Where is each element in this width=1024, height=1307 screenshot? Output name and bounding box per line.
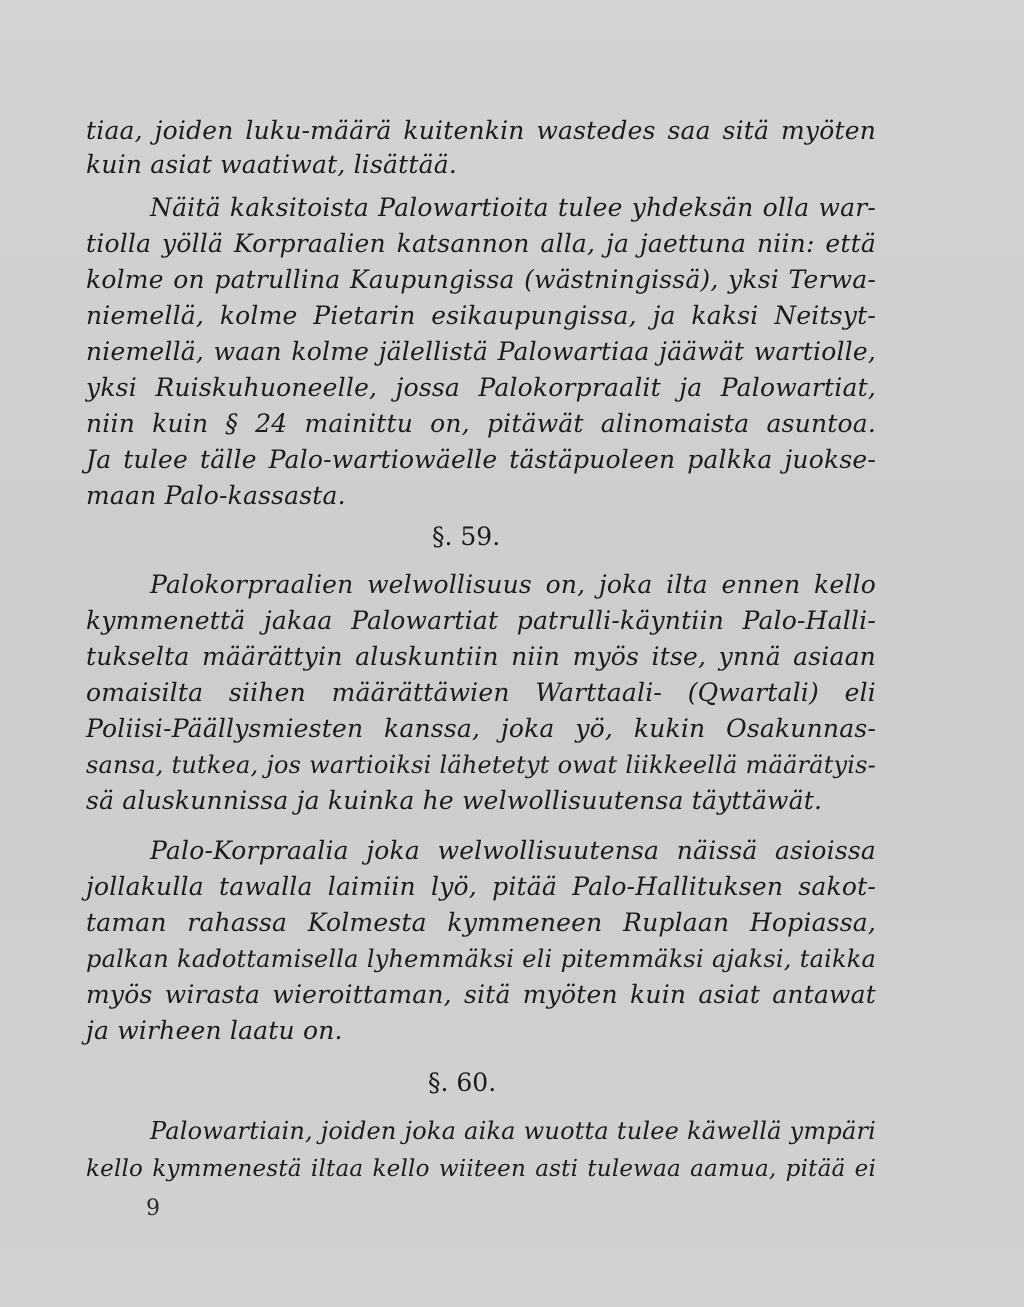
page-number: 9 (146, 1196, 160, 1221)
text-line: palkan kadottamisella lyhemmäksi eli pitemmäksi ajaksi, taikka (86, 945, 876, 973)
text-line: Palokorpraalien welwollisuus on, joka ilta ennen kello (150, 570, 876, 599)
text-line: sä aluskunnissa ja kuinka he welwollisuutensa täyttäwät. (86, 786, 823, 815)
text-line: myös wirasta wieroittaman, sitä myöten kuin asiat antawat (86, 980, 876, 1009)
text-line: tiolla yöllä Korpraalien katsannon alla, ja jaettuna niin: että (86, 229, 876, 258)
section-heading-60: §. 60. (428, 1068, 497, 1097)
text-line: kolme on patrullina Kaupungissa (wästningissä), yksi Terwa- (86, 265, 876, 294)
text-line: Poliisi-Päällysmiesten kanssa, joka yö, kukin Osakunnas- (86, 714, 876, 743)
section-heading-59: §. 59. (432, 522, 501, 551)
text-line: niin kuin § 24 mainittu on, pitäwät alinomaista asuntoa. (86, 409, 876, 438)
text-line: niemellä, waan kolme jälellistä Palowartiaa jääwät wartiolle, (86, 337, 876, 366)
text-line: kymmenettä jakaa Palowartiat patrulli-käyntiin Palo-Halli- (86, 606, 876, 635)
text-line: sansa, tutkea, jos wartioiksi lähetetyt owat liikkeellä määrätyis- (86, 751, 876, 779)
text-line: tiaa, joiden luku-määrä kuitenkin wastedes saa sitä myöten (86, 116, 876, 145)
text-line: ja wirheen laatu on. (86, 1016, 343, 1045)
text-line: kello kymmenestä iltaa kello wiiteen asti tulewaa aamua, pitää ei (86, 1156, 876, 1182)
text-line: niemellä, kolme Pietarin esikaupungissa, ja kaksi Neitsyt- (86, 301, 876, 330)
text-line: tukselta määrättyin aluskuntiin niin myös itse, ynnä asiaan (86, 642, 876, 671)
text-line: maan Palo-kassasta. (86, 481, 346, 510)
text-line: Ja tulee tälle Palo-wartiowäelle tästäpuoleen palkka juokse- (86, 445, 876, 474)
text-line: Palowartiain, joiden joka aika wuotta tulee käwellä ympäri (150, 1117, 876, 1145)
text-line: omaisilta siihen määrättäwien Warttaali- (Qwartali) eli (86, 678, 876, 707)
text-line: taman rahassa Kolmesta kymmeneen Ruplaan Hopiassa, (86, 908, 876, 937)
text-line: jollakulla tawalla laimiin lyö, pitää Palo-Hallituksen sakot- (86, 872, 876, 901)
text-line: kuin asiat waatiwat, lisättää. (86, 150, 457, 179)
text-line: yksi Ruiskuhuoneelle, jossa Palokorpraalit ja Palowartiat, (86, 373, 876, 402)
text-line: Palo-Korpraalia joka welwollisuutensa näissä asioissa (150, 836, 876, 865)
text-line: Näitä kaksitoista Palowartioita tulee yhdeksän olla war- (150, 193, 876, 222)
